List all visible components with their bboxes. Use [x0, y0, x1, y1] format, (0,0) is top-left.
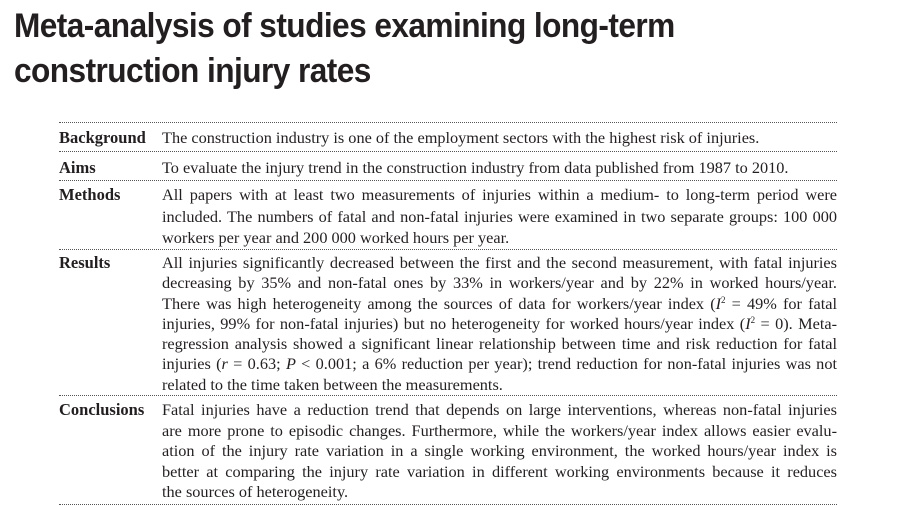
- abstract-section-background: [59, 123, 837, 151]
- text-line: [162, 314, 837, 334]
- section-text-methods: [162, 184, 837, 249]
- section-text-conclusions: [162, 400, 837, 504]
- text-line: included. The numbers of fatal and non-fatal injuries were examined in two separate groups: 100 000: [162, 206, 837, 226]
- section-label-methods: Methods: [59, 185, 121, 204]
- text-line: are more prone to episodic changes. Furthermore, while the workers/year index allows easier evalu-: [162, 420, 837, 440]
- section-label-aims: Aims: [59, 158, 96, 177]
- section-label-results: Results: [59, 253, 111, 272]
- abstract-section-conclusions: [59, 396, 837, 504]
- section-text-aims: [162, 157, 837, 180]
- text-fragment: injuries (: [162, 354, 222, 374]
- section-label-conclusions: Conclusions: [59, 400, 145, 419]
- i-squared-symbol: I: [715, 293, 722, 313]
- divider: [59, 504, 837, 505]
- title-line-1: Meta-analysis of studies examining long-term: [14, 7, 675, 45]
- superscript-2: 2: [750, 314, 756, 325]
- text-line: All papers with at least two measurements of injuries within a medium- to long-term period were: [162, 185, 837, 204]
- text-fragment: injuries, 99% for non-fatal injuries) but no heterogeneity for worked hours/year index (: [162, 313, 746, 333]
- text-line: workers per year and 200 000 worked hours per year.: [162, 228, 510, 247]
- title-line-2: construction injury rates: [14, 52, 371, 90]
- text-line: the sources of heterogeneity.: [162, 482, 349, 501]
- i-squared-symbol: I: [745, 313, 751, 333]
- abstract-section-methods: [59, 181, 837, 249]
- abstract-section-aims: [59, 152, 837, 180]
- text-line: better at comparing the injury rate variation in different working environments because it reduces: [162, 461, 837, 481]
- text-fragment: = 0). Meta-: [755, 313, 837, 333]
- text-fragment: = 49% for fatal: [725, 293, 837, 313]
- text-line: All injuries significantly decreased between the first and the second measurement, with fatal injuries: [162, 253, 837, 272]
- text-line: Fatal injuries have a reduction trend that depends on large interventions, whereas non-fatal injuries: [162, 400, 837, 419]
- text-line: The construction industry is one of the employment sectors with the highest risk of injuries.: [162, 128, 760, 147]
- text-line: related to the time taken between the measurements.: [162, 374, 503, 394]
- r-symbol: r: [221, 354, 228, 374]
- superscript-2: 2: [721, 294, 726, 305]
- abstract-section-results: [59, 250, 837, 395]
- text-line: ation of the injury rate variation in a single working environment, the worked hours/year index is: [162, 441, 837, 460]
- section-text-results: [162, 253, 837, 395]
- text-fragment: < 0.001; a 6% reduction per year); trend reduction for non-fatal injuries was not: [295, 354, 837, 374]
- section-text-background: [162, 127, 837, 151]
- text-line: [162, 294, 837, 314]
- text-line: To evaluate the injury trend in the construction industry from data published from 1987 to 2010.: [162, 158, 789, 177]
- text-fragment: There was high heterogeneity among the sources of data for workers/year index (: [162, 293, 716, 313]
- text-line: regression analysis showed a significant linear relationship between time and risk reduction for fatal: [162, 334, 837, 354]
- p-symbol: P: [285, 354, 296, 374]
- text-fragment: = 0.63;: [227, 354, 286, 374]
- text-line: [162, 354, 837, 374]
- text-line: decreasing by 35% and non-fatal ones by 33% in workers/year and by 22% in worked hours/year.: [162, 273, 837, 293]
- section-label-background: Background: [59, 128, 146, 147]
- article-title: [14, 4, 814, 94]
- structured-abstract: [59, 122, 837, 505]
